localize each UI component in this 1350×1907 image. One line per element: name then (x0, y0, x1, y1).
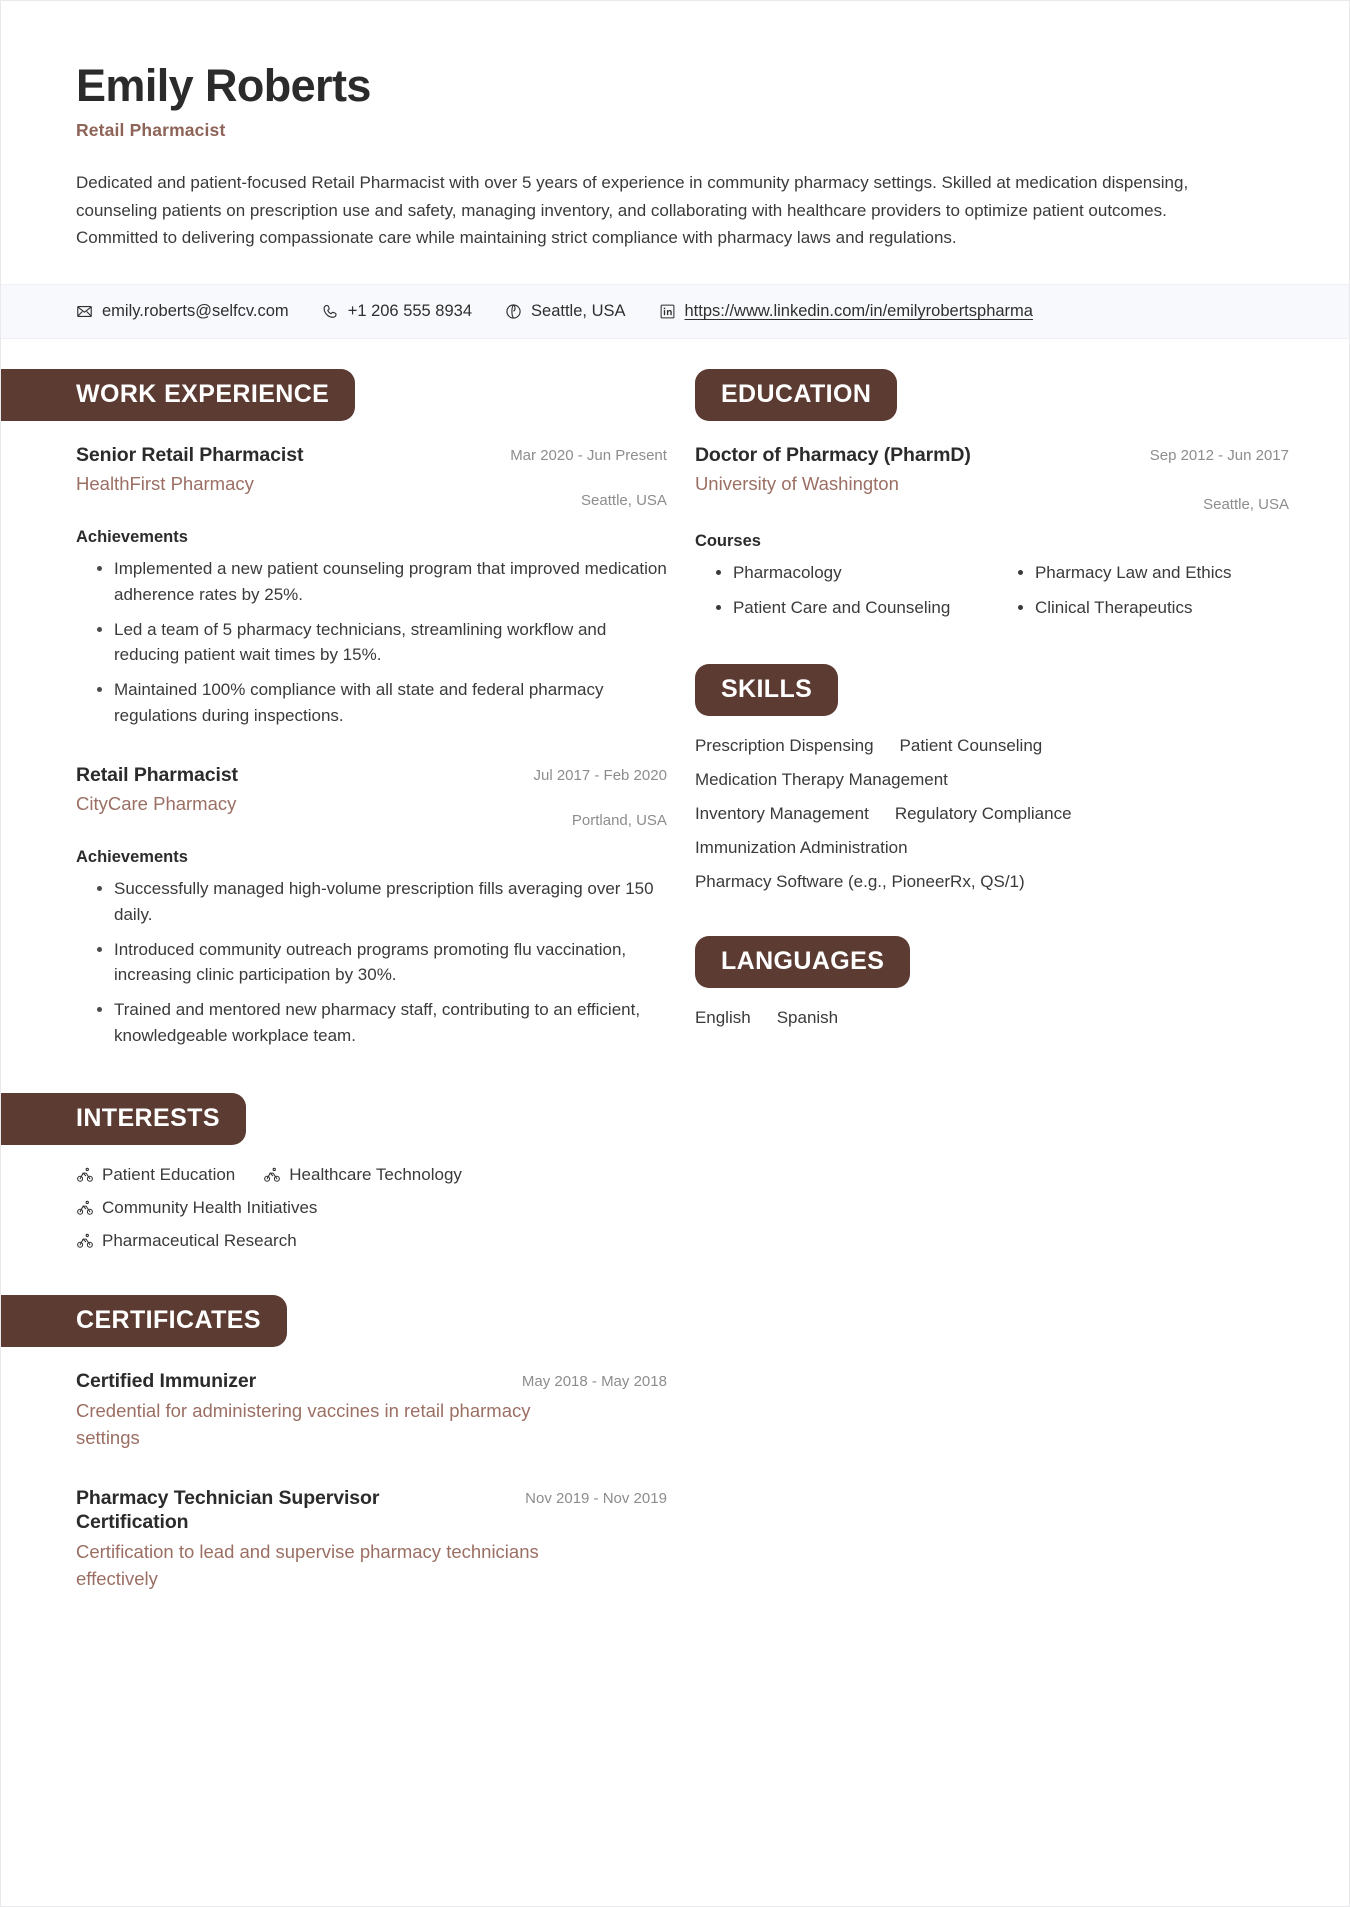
interest-label: Patient Education (102, 1164, 236, 1184)
job-title: Retail Pharmacist (76, 120, 226, 141)
section-certificates (1, 1295, 667, 1593)
interest-label: Community Health Initiatives (102, 1197, 318, 1217)
education-date: Sep 2012 - Jun 2017 (1149, 446, 1289, 464)
achievement-item: • Maintained 100% compliance with all state and federal pharmacy regulations during inspections. (114, 677, 667, 729)
interest-item (76, 1198, 606, 1218)
contact-email-text: emily.roberts@selfcv.com (102, 301, 289, 320)
skill-item: Regulatory Compliance (894, 804, 1072, 824)
experience-location: Portland, USA (571, 812, 667, 830)
interest-item (263, 1165, 462, 1185)
contact-phone[interactable] (322, 302, 472, 321)
courses-label: Courses (694, 531, 761, 550)
contact-linkedin[interactable] (659, 302, 1033, 321)
skills-body (695, 736, 1289, 892)
section-work-experience (1, 369, 667, 1049)
interest-item (76, 1231, 606, 1251)
interest-label: Pharmaceutical Research (102, 1230, 297, 1250)
interests-body (1, 1165, 667, 1251)
right-column (695, 369, 1349, 1036)
certificates-body (1, 1369, 667, 1593)
contact-email[interactable] (76, 302, 289, 321)
education-location: Seattle, USA (1203, 496, 1289, 514)
section-heading-languages: LANGUAGES (695, 936, 910, 988)
experience-entry (76, 763, 667, 1049)
bicycle-icon (76, 1199, 94, 1217)
course-column (997, 561, 1289, 586)
experience-company: HealthFirst Pharmacy (76, 472, 254, 494)
languages-list (695, 1008, 1289, 1028)
skill-item: Medication Therapy Management (694, 770, 948, 790)
section-education (695, 369, 1289, 620)
education-institution: University of Washington (694, 472, 899, 494)
section-heading-work-experience: WORK EXPERIENCE (1, 369, 355, 421)
course-item: • Pharmacology (733, 561, 987, 586)
experience-title: Senior Retail Pharmacist (76, 443, 304, 466)
resume-body (1, 369, 1349, 1601)
certificate-date: May 2018 - May 2018 (521, 1372, 667, 1390)
skill-item: Prescription Dispensing (694, 736, 874, 756)
certificate-title: Pharmacy Technician Supervisor Certification (76, 1486, 380, 1534)
achievements-label: Achievements (76, 847, 188, 866)
phone-icon (322, 303, 339, 320)
certificate-date: Nov 2019 - Nov 2019 (525, 1489, 667, 1507)
section-languages (695, 936, 1289, 1028)
interest-item (76, 1165, 235, 1185)
bicycle-icon (76, 1232, 94, 1250)
envelope-icon (76, 303, 93, 320)
resume-header (1, 1, 1349, 252)
linkedin-icon (659, 303, 676, 320)
section-heading-interests: INTERESTS (1, 1093, 246, 1145)
course-column (695, 561, 987, 586)
bicycle-icon (76, 1166, 94, 1184)
certificate-description: Credential for administering vaccines in retail pharmacy settings (76, 1399, 531, 1448)
contact-location (505, 302, 625, 321)
achievements-list (76, 876, 667, 1049)
section-heading-certificates: CERTIFICATES (1, 1295, 287, 1347)
skill-item: Patient Counseling (899, 736, 1043, 756)
skill-item: Inventory Management (694, 804, 869, 824)
location-pin-icon (505, 303, 522, 320)
achievement-item: • Successfully managed high-volume prescription fills averaging over 150 daily. (114, 876, 667, 928)
certificate-entry (76, 1369, 667, 1452)
experience-company: CityCare Pharmacy (76, 792, 237, 814)
achievement-item: • Trained and mentored new pharmacy staff, contributing to an efficient, knowledgeable workplace team. (114, 997, 667, 1049)
courses-grid (695, 561, 1289, 620)
skill-item: Immunization Administration (694, 838, 908, 858)
course-column (695, 596, 987, 621)
achievements-label: Achievements (76, 527, 188, 546)
certificate-title: Certified Immunizer (76, 1369, 257, 1392)
section-heading-education: EDUCATION (695, 369, 897, 421)
course-column (997, 596, 1289, 621)
education-entries (695, 443, 1289, 620)
contact-linkedin-link[interactable]: https://www.linkedin.com/in/emilyrobertspharma (684, 301, 1033, 320)
skill-item: Pharmacy Software (e.g., PioneerRx, QS/1) (694, 872, 1025, 892)
work-experience-entries (1, 443, 667, 1049)
interests-list (76, 1165, 606, 1251)
contact-bar (1, 284, 1349, 339)
achievement-item: • Implemented a new patient counseling program that improved medication adherence rates by 25%. (114, 556, 667, 608)
achievement-item: • Introduced community outreach programs promoting flu vaccination, increasing clinic participation by 30%. (114, 937, 667, 989)
education-entry (695, 443, 1289, 620)
certificate-entry (76, 1486, 667, 1594)
contact-phone-text: +1 206 555 8934 (347, 301, 473, 320)
professional-summary: Dedicated and patient-focused Retail Pharmacist with over 5 years of experience in community pharmacy settings. Skilled at medication dispensing, counseling patients on prescription use and safety, managing inventory, and collaborating with healthcare providers to optimize patient outcomes. Committed to delivering compassionate care while maintaining strict compliance with pharmacy laws and regulations. (76, 173, 1189, 248)
language-item: English (694, 1008, 751, 1028)
achievement-item: • Led a team of 5 pharmacy technicians, streamlining workflow and reducing patient wait times by 15%. (114, 617, 667, 669)
course-item: • Pharmacy Law and Ethics (1035, 561, 1289, 586)
experience-date: Jul 2017 - Feb 2020 (533, 766, 667, 784)
education-degree: Doctor of Pharmacy (PharmD) (694, 443, 971, 466)
skills-list (695, 736, 1215, 892)
experience-entry (76, 443, 667, 729)
languages-body (695, 1008, 1289, 1028)
bicycle-icon (263, 1166, 281, 1184)
page-title: Emily Roberts (76, 60, 371, 111)
section-heading-skills: SKILLS (695, 664, 838, 716)
experience-date: Mar 2020 - Jun Present (510, 446, 667, 464)
interest-label: Healthcare Technology (289, 1164, 462, 1184)
certificate-description: Certification to lead and supervise pharmacy technicians effectively (76, 1541, 539, 1590)
achievements-list (76, 556, 667, 729)
language-item: Spanish (776, 1008, 839, 1028)
contact-location-text: Seattle, USA (531, 301, 626, 320)
left-column (1, 369, 695, 1601)
section-interests (1, 1093, 667, 1251)
course-item: • Patient Care and Counseling (733, 596, 987, 621)
experience-location: Seattle, USA (581, 492, 667, 510)
experience-title: Retail Pharmacist (76, 763, 238, 786)
course-item: • Clinical Therapeutics (1035, 596, 1289, 621)
section-skills (695, 664, 1289, 892)
